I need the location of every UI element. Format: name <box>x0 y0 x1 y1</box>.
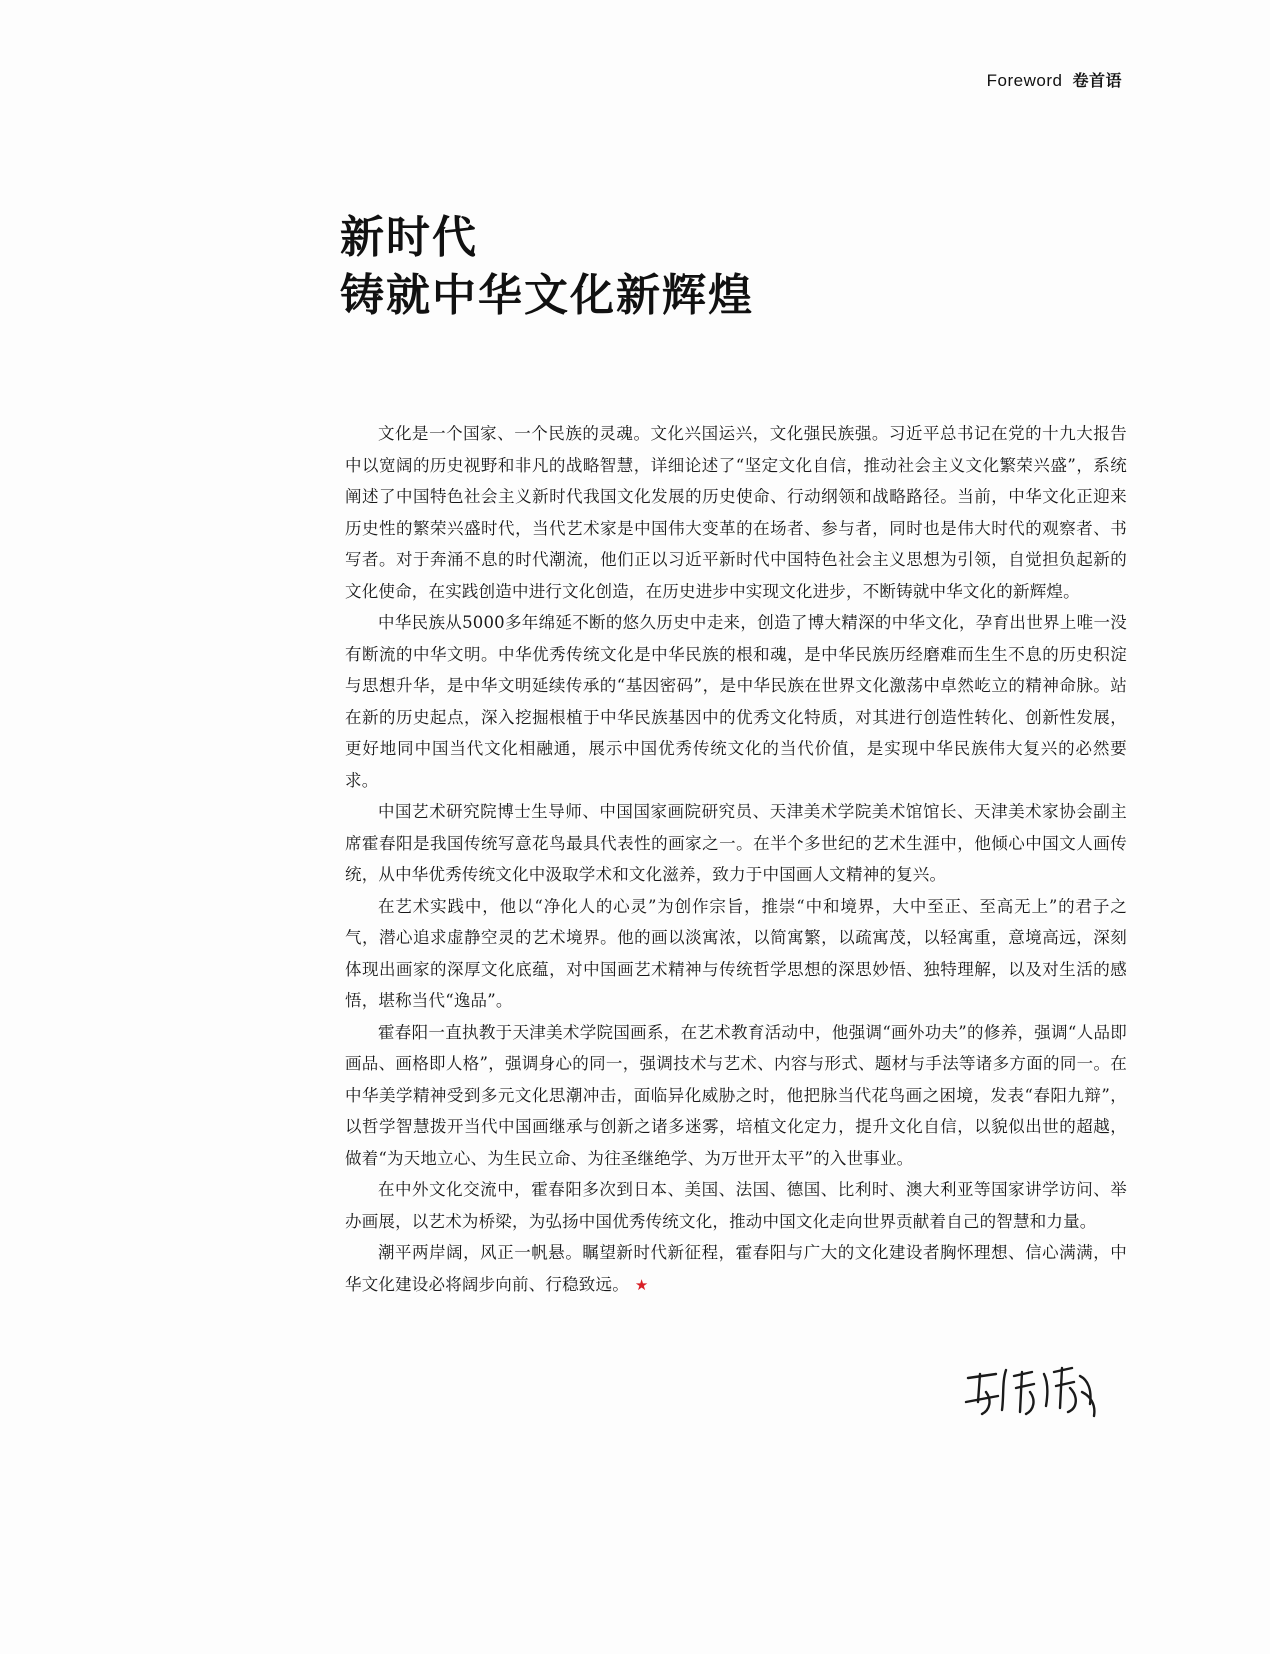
page-title <box>340 212 1160 322</box>
article-paragraph-text: 潮平两岸阔，风正一帆悬。瞩望新时代新征程，霍春阳与广大的文化建设者胸怀理想、信心满满，中华文化建设必将阔步向前、行稳致远。 <box>345 1243 1127 1294</box>
running-head-label-cn: 卷首语 <box>1072 71 1122 90</box>
page-title-line-1: 新时代 <box>340 212 478 263</box>
end-mark-icon: ★ <box>634 1275 649 1294</box>
article-paragraph: 中国艺术研究院博士生导师、中国国家画院研究员、天津美术学院美术馆馆长、天津美术家协会副主席霍春阳是我国传统写意花鸟最具代表性的画家之一。在半个多世纪的艺术生涯中，他倾心中国文人画传统，从中华优秀传统文化中汲取学术和文化滋养，致力于中国画人文精神的复兴。 <box>345 802 1127 884</box>
page-title-line-2: 铸就中华文化新辉煌 <box>340 269 754 321</box>
article-paragraph: 中华民族从5000多年绵延不断的悠久历史中走来，创造了博大精深的中华文化，孕育出世界上唯一没有断流的中华文明。中华优秀传统文化是中华民族的根和魂，是中华民族历经磨难而生生不息的历史积淀与思想升华，是中华文明延续传承的“基因密码”，是中华民族在世界文化激荡中卓然屹立的精神命脉。站在新的历史起点，深入挖掘根植于中华民族基因中的优秀文化特质，对其进行创造性转化、创新性发展，更好地同中国当代文化相融通，展示中国优秀传统文化的当代价值，是实现中华民族伟大复兴的必然要求。 <box>345 613 1127 790</box>
running-head <box>987 68 1122 91</box>
article-paragraph: 文化是一个国家、一个民族的灵魂。文化兴国运兴，文化强民族强。习近平总书记在党的十九大报告中以宽阔的历史视野和非凡的战略智慧，详细论述了“坚定文化自信，推动社会主义文化繁荣兴盛”，系统阐述了中国特色社会主义新时代我国文化发展的历史使命、行动纲领和战略路径。当前，中华文化正迎来历史性的繁荣兴盛时代，当代艺术家是中国伟大变革的在场者、参与者，同时也是伟大时代的观察者、书写者。对于奔涌不息的时代潮流，他们正以习近平新时代中国特色社会主义思想为引领，自觉担负起新的文化使命，在实践创造中进行文化创造，在历史进步中实现文化进步，不断铸就中华文化的新辉煌。 <box>345 424 1127 601</box>
article-paragraph: 在艺术实践中，他以“净化人的心灵”为创作宗旨，推崇“中和境界，大中至正、至高无上”的君子之气，潜心追求虚静空灵的艺术境界。他的画以淡寓浓，以简寓繁，以疏寓茂，以轻寓重，意境高远，深刻体现出画家的深厚文化底蕴，对中国画艺术精神与传统哲学思想的深思妙悟、独特理解，以及对生活的感悟，堪称当代“逸品”。 <box>345 896 1127 1010</box>
article-paragraph-last <box>345 1237 1127 1300</box>
article-body <box>345 418 1127 1300</box>
article-paragraph: 霍春阳一直执教于天津美术学院国画系，在艺术教育活动中，他强调“画外功夫”的修养，强调“人品即画品、画格即人格”，强调身心的同一，强调技术与艺术、内容与形式、题材与手法等诸多方面的同一。在中华美学精神受到多元文化思潮冲击，面临异化威胁之时，他把脉当代花鸟画之困境，发表“春阳九辩”，以哲学智慧拨开当代中国画继承与创新之诸多迷雾，培植文化定力，提升文化自信，以貌似出世的超越，做着“为天地立心、为生民立命、为往圣继绝学、为万世开太平”的入世事业。 <box>345 1022 1127 1168</box>
author-signature <box>962 1352 1102 1432</box>
running-head-label-en: Foreword <box>986 71 1063 90</box>
article-paragraph: 在中外文化交流中，霍春阳多次到日本、美国、法国、德国、比利时、澳大利亚等国家讲学访问、举办画展，以艺术为桥梁，为弘扬中国优秀传统文化，推动中国文化走向世界贡献着自己的智慧和力量。 <box>345 1180 1127 1231</box>
